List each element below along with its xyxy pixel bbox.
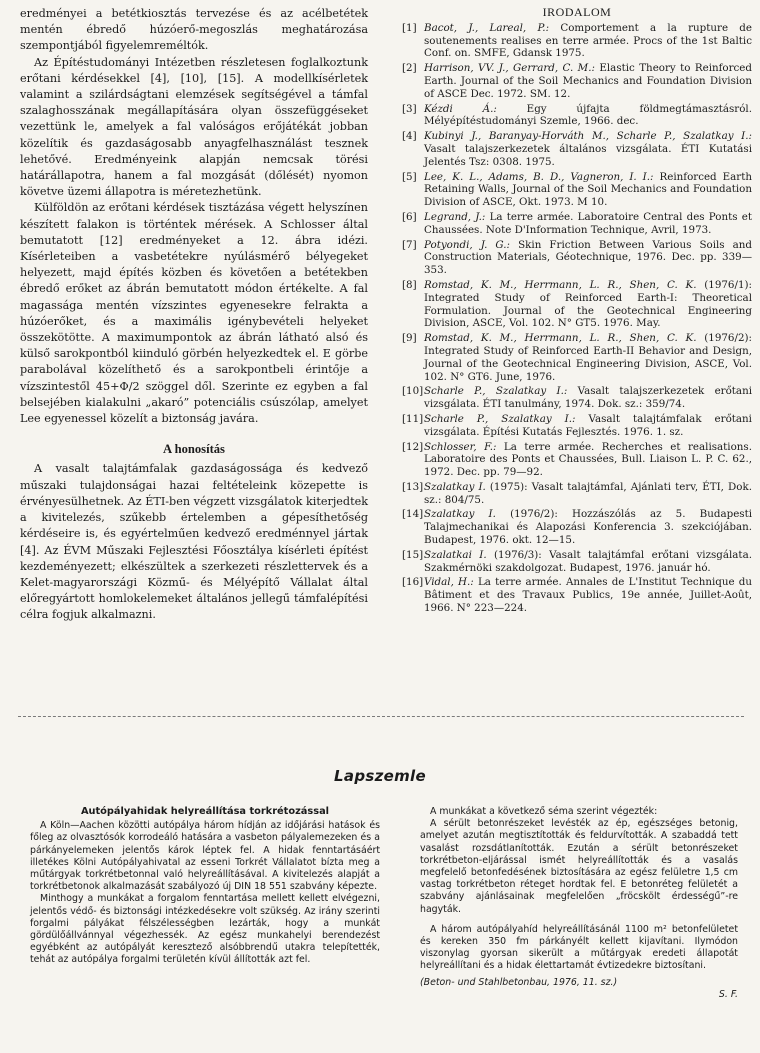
paragraph: Az Építéstudományi Intézetben részletesen foglalkoztunk erőtani kérdésekkel [4], [10], [15]. A modellkísérletek valamint a szilárdságtani elemzések segítségével a támfal szalaghosszának megállapítására olyan összefüggéseket vezettünk le, amelyek a fal valóságos erőjátékát jobban közelítik és gazdaságosabb anyagfelhasználást tesznek lehetővé. Eredményeink alapján nemcsak törési határállapotra, hanem a fal mozgását (dőlését) nyomon követve üzemi állapotra is méretezhetünk. [20, 55, 368, 199]
reference-item [402, 279, 752, 330]
review-left-column [30, 806, 380, 967]
reference-number: [9] [402, 332, 417, 345]
reference-number: [7] [402, 238, 417, 251]
reference-number: [13] [402, 480, 424, 493]
reference-author: Vidal, H.: [424, 576, 474, 589]
source-line [420, 977, 738, 989]
reference-text [424, 385, 752, 411]
reference-author: Kézdi Á.: [424, 102, 497, 115]
reference-text [424, 441, 752, 479]
reference-text [424, 103, 752, 129]
reference-author: Szalatkai I. [424, 548, 487, 561]
section-divider [18, 716, 744, 717]
paragraph: eredményei a betétkiosztás tervezése és az acélbetétek mentén ébredő húzóerő-megoszlás meghatározása szempontjából figyelemreméltók. [20, 7, 368, 53]
reference-item [402, 130, 752, 168]
reference-number: [16] [402, 576, 424, 589]
review-right-column [420, 806, 738, 1001]
reference-item [402, 171, 752, 209]
reference-author: Legrand, J.: [424, 210, 486, 223]
reference-item [402, 103, 752, 129]
reference-text [424, 279, 752, 330]
signature: S. F. [718, 988, 738, 1000]
reference-item [402, 481, 752, 507]
paragraph: A vasalt talajtámfalak gazdaságossága és kedvező műszaki tulajdonságai hazai feltételeink közepette is érvényesülhetnek. Az ÉTI-ben végzett vizsgálatok kiterjedtek a kivitelezés, szűkebb értelemben a gépesíthetőség kérdéseire is, és egyértelműen kedvező eredménnyel jártak [4]. Az ÉVM Műszaki Fejlesztési Főosztálya kísérleti építést kezdeményezett; elkészültek a szerkezeti részlettervek és a Kelet-magyarországi Közmű- és Mélyépítő Vállalat által előregyártott homlokelemeket általános jellegű támfalépítési célra fogjuk alkalmazni. [20, 462, 368, 622]
reference-item [402, 22, 752, 60]
reference-text [424, 481, 752, 507]
reference-author: Bacot, J., Lareal, P.: [424, 21, 550, 34]
section-heading: A honosítás [163, 442, 225, 457]
reference-text [424, 576, 752, 614]
reference-text [424, 508, 752, 546]
reference-details: Reinforced Earth Retaining Walls, Journal of the Soil Mechanics and Foundation Division of ASCE, Okt. 1973. M 10. [424, 170, 752, 209]
paragraph: Külföldön az erőtani kérdések tisztázása végett helyszínen készített falakon is történtek mérések. A Schlosser által bemutatott [12] eredményeket a 12. ábra idézi. Kísérleteiben a vasbetétekre nyúlásmérő bélyegeket helyezett, majd építés közben és követően a betétekben ébredő erőket az ábrán bemutatott módon értékelte. A fal magassága mentén vízszintes egyenesekre felrakta a húzóerőket, és a maximális igénybevételi helyeket összekötötte. A maximumpontok az ábrán látható alsó és külső sarokpontból kiinduló görbén helyezkedtek el. E görbe parabolával közelíthető és a sarokpontbeli érintője a vízszintestől 45+Φ/2 szöggel dől. Szerinte ez egyben a fal belsejében kialakulni „akaró” potenciális csúszólap, amelyet Lee egyenessel közelít a biztonság javára. [20, 201, 368, 426]
reference-details: Vasalt talajszerkezetek erőtani vizsgálata. ÉTI tanulmány, 1974. Dok. sz.: 359/74. [424, 385, 752, 411]
reference-text [424, 211, 752, 237]
reference-details: (1975): Vasalt talajtámfal, Ajánlati terv, ÉTI, Dok. sz.: 804/75. [424, 480, 752, 506]
reference-author: Szalatkay I. [424, 480, 486, 493]
reference-item [402, 549, 752, 575]
paragraph: A sérült betonrészeket levésték az ép, egészséges betonig, amelyet azután megtisztították és feldurvították. A szabaddá tett vasalást rozsdátlanították. Ezután a sérült betonrészeket torkrétbeton-eljárással ismét helyreállították és a vasalás megfelelő betonfedésének biztosítására az egész felületre 1,5 cm vastag torkrétbeton réteget hordtak fel. E betonréteg felületét a szabvány ajánlásainak megfelelően „fröcskölt érdességű”-re hagyták. [420, 818, 738, 915]
reference-author: Scharle P., Szalatkay I.: [424, 385, 568, 398]
reference-item [402, 332, 752, 383]
reference-item [402, 62, 752, 100]
reference-number: [3] [402, 102, 417, 115]
paragraph: A három autópályahíd helyreállításánál 1100 m² betonfelületet és kereken 350 fm párkányélt kellett kijavítani. Ilymódon viszonylag gyorsan sikerült a műtárgyak eredeti állapotát helyreállítani és a hidak élettartamát évtizedekre biztosítani. [420, 923, 738, 972]
reference-number: [4] [402, 130, 417, 143]
reference-author: Romstad, K. M., Herrmann, L. R., Shen, C. K. [424, 332, 697, 345]
reference-text [424, 22, 752, 60]
reference-author: Romstad, K. M., Herrmann, L. R., Shen, C. K. [424, 278, 697, 291]
paragraph: A Köln—Aachen közötti autópálya három hídján az időjárási hatások és főleg az olvasztósók korrodeáló hatására a vasbeton pályalemezeken és a párkányelemeken jelentős károk léptek fel. A hidak fenntartásáért illetékes Kölni Autópályahivatal az esseni Torkrét Vállalatot bízta meg a műtárgyak torkrétbetonnal való helyreállításával. A kivitelezés alapját a torkrétbetonok alkalmazását szabályozó új DIN 18 551 szabvány képezte. [30, 820, 380, 893]
paragraph: Minthogy a munkákat a forgalom fenntartása mellett kellett elvégezni, jelentős védő- és biztonsági intézkedésekre volt szükség. Az irány szerinti forgalmi pályákat félszélességben lezárták, hogy a munkát gördülőállvánnyal végezhessék. Az egész munkahelyi berendezést egyébként az autópályát keresztező alsóbbrendű utakra telepítették, tehát az autópálya forgalmi területén kívül állították azt fel. [30, 893, 380, 966]
reference-details: Vasalt talajszerkezetek általános vizsgálata. ÉTI Kutatási Jelentés Tsz: 0308. 1975. [424, 142, 752, 168]
reference-number: [12] [402, 440, 424, 453]
reference-author: Lee, K. L., Adams, B. D., Vagneron, I. I.: [424, 170, 654, 183]
reference-author: Szalatkay I. [424, 508, 496, 521]
reference-text [424, 130, 752, 168]
reference-text [424, 62, 752, 100]
reference-author: Potyondi, J. G.: [424, 238, 511, 251]
reference-text [424, 171, 752, 209]
article-body-left [20, 6, 368, 624]
lapszemle-title: Lapszemle [334, 767, 426, 785]
reference-number: [8] [402, 278, 417, 291]
reference-item [402, 576, 752, 614]
reference-number: [2] [402, 62, 417, 75]
reference-details: Elastic Theory to Reinforced Earth. Journal of the Soil Mechanics and Foundation Division of ASCE Dec. 1972. SM. 12. [424, 62, 752, 100]
reference-details: Comportement a la rupture de soutenements realises en terre armée. Procs of the 1st Baltic Conf. on. SMFE, Gdansk 1975. [424, 21, 752, 60]
reference-item [402, 441, 752, 479]
reference-author: Schlosser, F.: [424, 440, 497, 453]
reference-author: Scharle P., Szalatkay I.: [424, 412, 576, 425]
signature-line [420, 989, 738, 1001]
reference-details: La terre armée. Annales de L'Institut Technique du Bâtiment et des Travaux Publics, 19e année, Juillet-Août, 1966. N° 223—224. [424, 576, 752, 615]
reference-number: [11] [402, 412, 424, 425]
reference-text [424, 332, 752, 383]
reference-details: Vasalt talajtámfalak erőtani vizsgálata. Építési Kutatás Fejlesztés. 1976. 1. sz. [424, 412, 752, 438]
reference-author: Kubinyi J., Baranyay-Horváth M., Scharle P., Szalatkay I.: [424, 130, 752, 143]
reference-details: (1976/1): Integrated Study of Reinforced Earth-I: Theoretical Formulation. Journal of the Geotechnical Engineering Division, ASCE, Vol. 102. N° GT5. 1976. May. [424, 278, 752, 330]
reference-details: (1976/2): Integrated Study of Reinforced Earth-II Behavior and Design, Journal of the Geotechnical Engineering Division, ASCE, Vol. 102. N° GT6. June, 1976. [424, 332, 752, 383]
reference-number: [5] [402, 170, 417, 183]
reference-details: (1976/3): Vasalt talajtámfal erőtani vizsgálata. Szakmérnöki szakdolgozat. Budapest, 1976. január hó. [424, 548, 752, 574]
spacer [420, 916, 738, 924]
paragraph: A munkákat a következő séma szerint végezték: [430, 806, 658, 817]
reference-item [402, 413, 752, 439]
reference-item [402, 211, 752, 237]
reference-details: (1976/2): Hozzászólás az 5. Budapesti Talajmechanikai és Alapozási Konferencia 3. szekciójában. Budapest, 1976. okt. 12—15. [424, 508, 753, 547]
reference-details: Skin Friction Between Various Soils and Construction Materials, Géotechnique, 1976. Dec. pp. 339—353. [424, 238, 753, 277]
reference-author: Harrison, VV. J., Gerrard, C. M.: [424, 62, 595, 75]
reference-item [402, 385, 752, 411]
reference-number: [1] [402, 21, 417, 34]
references [402, 6, 752, 617]
reference-item [402, 508, 752, 546]
reference-text [424, 239, 752, 277]
reference-details: La terre armée. Recherches et realisations. Laboratoire des Ponts et Chaussées, Bull. Liaison L. P. C. 62., 1972. Dec. pp. 79—92. [424, 440, 752, 479]
review-article-title: Autópályahidak helyreállítása torkrétozással [80, 806, 330, 817]
references-heading: IRODALOM [542, 5, 612, 19]
reference-details: Egy újfajta földmegtámasztásról. Mélyépítéstudományi Szemle, 1966. dec. [424, 102, 752, 128]
reference-number: [10] [402, 385, 424, 398]
reference-text [424, 413, 752, 439]
reference-number: [14] [402, 508, 424, 521]
reference-item [402, 239, 752, 277]
reference-text [424, 549, 752, 575]
source-citation: (Beton- und Stahlbetonbau, 1976, 11. sz.) [420, 976, 618, 988]
reference-number: [6] [402, 210, 417, 223]
reference-number: [15] [402, 548, 424, 561]
reference-list [402, 22, 752, 615]
reference-details: La terre armée. Laboratoire Central des Ponts et Chaussées. Note D'Information Technique, Avril, 1973. [424, 210, 752, 236]
